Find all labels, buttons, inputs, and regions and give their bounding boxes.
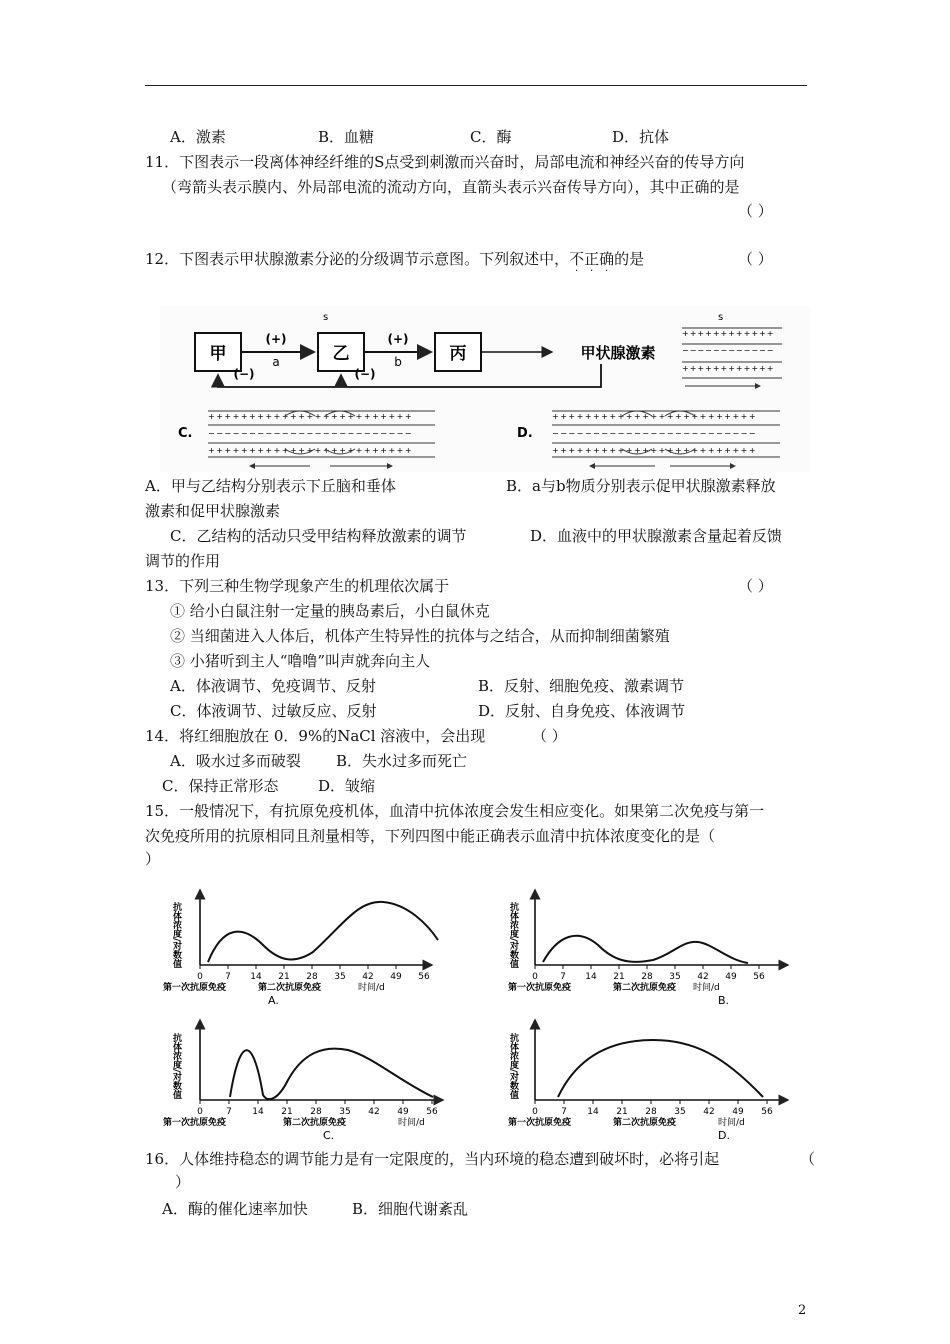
q11-stem-line1: 11．下图表示一段离体神经纤维的S点受到刺激而兴奋时，局部电流和神经兴奋的传导方向 — [145, 153, 745, 171]
plus-a: (+) — [265, 332, 287, 346]
x-tick-label: 28 — [641, 972, 653, 982]
q15-stem-line3: ） — [145, 850, 161, 868]
q12-option-a: A．甲与乙结构分别表示下丘脑和垂体 — [145, 477, 396, 495]
q12-stem — [145, 249, 645, 277]
x-tick-label: 28 — [310, 1107, 322, 1117]
svg-text:++++++++++++: ++++++++++++ — [682, 364, 775, 373]
q14-stem: 14．将红细胞放在 0．9%的NaCl 溶液中，会出现 — [145, 727, 486, 745]
x-tick-label: 14 — [585, 972, 597, 982]
label-b: b — [394, 355, 402, 369]
graph-d-curve — [558, 1040, 763, 1097]
graph-b-second: 第二次抗原免疫 — [613, 983, 677, 993]
x-tick-label: 0 — [197, 972, 203, 982]
header-rule — [145, 85, 807, 86]
x-tick-label: 42 — [362, 972, 374, 982]
q12-stem-emphasis — [569, 249, 615, 277]
graph-a — [163, 890, 438, 1007]
x-tick-label: 28 — [306, 972, 318, 982]
x-tick-label: 14 — [252, 1107, 264, 1117]
graph-c-second: 第二次抗原免疫 — [283, 1118, 347, 1128]
x-tick-label: 0 — [532, 1107, 538, 1117]
q13-option-d: D．反射、自身免疫、体液调节 — [478, 702, 686, 720]
graph-b-label: B. — [718, 994, 730, 1007]
antibody-graphs-figure — [158, 880, 808, 1140]
x-tick-label: 0 — [532, 972, 538, 982]
minus-yi: (−) — [354, 367, 376, 381]
x-tick-label: 35 — [334, 972, 346, 982]
q11-answer-paren: （ ） — [738, 202, 773, 220]
emphasis-dots: · · · — [575, 266, 609, 277]
label-a: a — [272, 355, 280, 369]
x-tick-label: 42 — [697, 972, 709, 982]
svg-text:−−−−−−−−−−−−−−−−−−−−−−−−−: −−−−−−−−−−−−−−−−−−−−−−−−− — [552, 429, 758, 438]
graph-a-label: A. — [268, 994, 279, 1007]
svg-text:+++++++++++++++++++++++++: +++++++++++++++++++++++++ — [208, 446, 414, 455]
x-tick-label: 21 — [613, 972, 625, 982]
q16-answer-paren-close: ） — [175, 1173, 191, 1191]
q10-option-c: C．酶 — [470, 128, 512, 146]
label-thyroid-hormone: 甲状腺激素 — [580, 344, 656, 362]
x-tick-label: 56 — [426, 1107, 438, 1117]
q13-option-b: B．反射、细胞免疫、激素调节 — [478, 677, 685, 695]
graph-b — [508, 890, 788, 1007]
graph-d-ticks — [532, 1100, 773, 1117]
q10-option-b: B．血糖 — [318, 128, 375, 146]
q10-option-d: D．抗体 — [612, 128, 670, 146]
q10-option-a: A．激素 — [170, 128, 226, 146]
q15-stem-line1: 15．一般情况下，有抗原免疫机体，血清中抗体浓度会发生相应变化。如果第二次免疫与第一 — [145, 802, 765, 820]
graph-a-ylabel: 抗体浓度/对数值 — [171, 902, 181, 969]
q13-answer-paren: （ ） — [738, 577, 773, 595]
q16-stem-line1: 16．人体维持稳态的调节能力是有一定限度的，当内环境的稳态遭到破坏时，必将引起 — [145, 1150, 720, 1168]
q14-option-d: D．皱缩 — [318, 777, 376, 795]
graph-c-curve — [230, 1049, 433, 1100]
x-tick-label: 0 — [197, 1107, 203, 1117]
graph-d-second: 第二次抗原免疫 — [613, 1118, 677, 1128]
label-jia: 甲 — [209, 344, 227, 364]
label-yi: 乙 — [332, 344, 350, 364]
q12-option-c: C．乙结构的活动只受甲结构释放激素的调节 — [170, 527, 467, 545]
x-tick-label: 42 — [703, 1107, 715, 1117]
plus-b: (+) — [387, 332, 409, 346]
x-tick-label: 7 — [560, 972, 566, 982]
q12-option-b: B．a与b物质分别表示促甲状腺激素释放 — [506, 477, 776, 495]
graph-c-ylabel: 抗体浓度/对数值 — [171, 1033, 181, 1100]
q13-option-c: C．体液调节、过敏反应、反射 — [170, 702, 377, 720]
x-tick-label: 49 — [390, 972, 402, 982]
q13-stem: 13．下列三种生物学现象产生的机理依次属于 — [145, 577, 450, 595]
x-tick-label: 49 — [725, 972, 737, 982]
x-tick-label: 7 — [561, 1107, 567, 1117]
x-tick-label: 35 — [339, 1107, 351, 1117]
graph-b-xlabel: 时间/d — [693, 983, 720, 993]
q16-option-a: A．酶的催化速率加快 — [162, 1200, 308, 1218]
q12-stem-pre: 12．下图表示甲状腺激素分泌的分级调节示意图。下列叙述中， — [145, 250, 570, 268]
q16-answer-paren-open: （ — [800, 1150, 816, 1168]
q16-option-b: B．细胞代谢紊乱 — [352, 1200, 469, 1218]
s-label-top: s — [323, 312, 329, 323]
graph-d-label: D. — [718, 1129, 730, 1140]
q13-item-3: ③ 小猪听到主人“噜噜”叫声就奔向主人 — [170, 652, 431, 670]
x-tick-label: 28 — [645, 1107, 657, 1117]
graph-c-xlabel: 时间/d — [398, 1118, 425, 1128]
x-tick-label: 56 — [418, 972, 430, 982]
q12-option-d-cont: 调节的作用 — [145, 552, 221, 570]
graph-d-xlabel: 时间/d — [718, 1118, 745, 1128]
x-tick-label: 14 — [250, 972, 262, 982]
svg-text:−−−−−−−−−−−−−−−−−−−−−−−−−: −−−−−−−−−−−−−−−−−−−−−−−−− — [208, 429, 414, 438]
x-tick-label: 21 — [281, 1107, 293, 1117]
q14-answer-paren: （ ） — [532, 727, 567, 745]
q15-stem-line2: 次免疫所用的抗原相同且剂量相等，下列四图中能正确表示血清中抗体浓度变化的是（ — [145, 827, 716, 845]
page-number: 2 — [798, 1303, 807, 1318]
graph-b-first: 第一次抗原免疫 — [508, 983, 572, 993]
x-tick-label: 35 — [669, 972, 681, 982]
thyroid-regulation-figure — [160, 306, 810, 472]
graph-a-second: 第二次抗原免疫 — [258, 983, 322, 993]
graph-b-curve — [543, 936, 748, 963]
graph-c-label: C. — [323, 1129, 335, 1140]
q13-option-a: A．体液调节、免疫调节、反射 — [170, 677, 376, 695]
q13-item-1: ① 给小白鼠注射一定量的胰岛素后，小白鼠休克 — [170, 602, 490, 620]
option-c-label: C. — [178, 426, 193, 441]
q14-option-c: C．保持正常形态 — [162, 777, 279, 795]
svg-text:−−−−−−−−−−−−: −−−−−−−−−−−− — [682, 346, 775, 355]
q12-answer-paren: （ ） — [738, 250, 773, 268]
q11-stem-line2: （弯箭头表示膜内、外局部电流的流动方向，直箭头表示兴奋传导方向），其中正确的是 — [162, 178, 740, 196]
x-tick-label: 42 — [368, 1107, 380, 1117]
x-tick-label: 35 — [674, 1107, 686, 1117]
graph-b-ticks — [532, 965, 765, 982]
svg-text:+++++++++++++++++++++++++: +++++++++++++++++++++++++ — [552, 412, 758, 421]
graph-a-curve — [208, 902, 438, 962]
x-tick-label: 21 — [616, 1107, 628, 1117]
graph-a-ticks — [197, 965, 430, 982]
graph-d — [508, 1020, 788, 1140]
graph-b-ylabel: 抗体浓度/对数值 — [508, 902, 518, 969]
svg-text:++++++++++++: ++++++++++++ — [682, 329, 775, 338]
label-bing: 丙 — [449, 344, 467, 364]
q12-stem-emphasis-text: 不正确 — [569, 250, 615, 268]
graph-c — [163, 1020, 443, 1140]
option-d-label: D. — [517, 426, 533, 441]
x-tick-label: 7 — [226, 1107, 232, 1117]
graph-a-first: 第一次抗原免疫 — [163, 983, 227, 993]
x-tick-label: 49 — [397, 1107, 409, 1117]
graph-c-first: 第一次抗原免疫 — [163, 1118, 227, 1128]
x-tick-label: 21 — [278, 972, 290, 982]
x-tick-label: 7 — [225, 972, 231, 982]
q14-option-a: A．吸水过多而破裂 — [170, 752, 301, 770]
svg-text:+++++++++++++++++++++++++: +++++++++++++++++++++++++ — [208, 412, 414, 421]
graph-d-first: 第一次抗原免疫 — [508, 1118, 572, 1128]
q12-option-b-cont: 激素和促甲状腺激素 — [145, 502, 281, 520]
x-tick-label: 14 — [587, 1107, 599, 1117]
svg-text:+++++++++++++++++++++++++: +++++++++++++++++++++++++ — [552, 446, 758, 455]
q14-option-b: B．失水过多而死亡 — [336, 752, 468, 770]
graph-c-ticks — [197, 1100, 438, 1117]
q12-stem-post: 的是 — [614, 250, 645, 268]
q12-option-d: D．血液中的甲状腺激素含量起着反馈 — [530, 527, 783, 545]
x-tick-label: 49 — [732, 1107, 744, 1117]
minus-jia: (−) — [233, 367, 255, 381]
s-label-right: s — [718, 312, 724, 323]
x-tick-label: 56 — [753, 972, 765, 982]
graph-a-xlabel: 时间/d — [358, 983, 385, 993]
q13-item-2: ② 当细菌进入人体后，机体产生特异性的抗体与之结合，从而抑制细菌繁殖 — [170, 627, 670, 645]
x-tick-label: 56 — [761, 1107, 773, 1117]
graph-d-ylabel: 抗体浓度/对数值 — [508, 1033, 518, 1100]
